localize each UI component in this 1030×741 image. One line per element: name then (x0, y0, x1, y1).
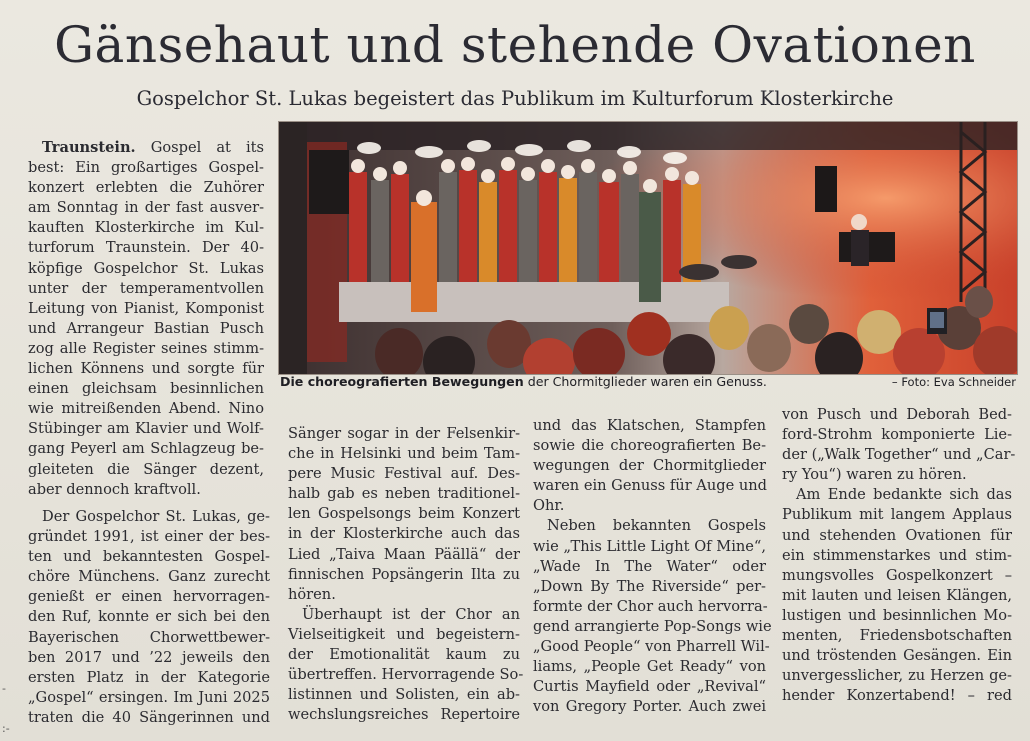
article-text-line: gang Peyerl am Schlagzeug be- (28, 440, 264, 458)
article-column-1 (28, 138, 264, 500)
article-text-line: wechslungsreiches Repertoire (288, 706, 520, 724)
photo-credit: – Foto: Eva Schneider (891, 375, 1016, 389)
photo-caption-text: der Chormitglieder waren ein Genuss. (523, 374, 767, 389)
article-text-line: gleiteten die Sänger dezent, (28, 460, 264, 478)
edge-mark: :- (2, 722, 10, 735)
article-text-line: von Gregory Porter. Auch zwei (533, 698, 766, 716)
article-text-line: mungsvolles Gospelkonzert – (782, 566, 1012, 584)
article-text-line: am Sonntag in der fast ausver- (28, 199, 264, 217)
article-text-line: „Gospel“ ersingen. Im Juni 2025 (28, 688, 270, 706)
article-text-line: Lied „Taiva Maan Päällä“ der (288, 545, 520, 563)
article-text-line: „Good People“ von Pharrell Wil- (533, 638, 770, 656)
article-text-line: ein stimmenstarkes und stim- (782, 546, 1012, 564)
article-text-line: den Ruf, konnte er sich bei den (28, 608, 270, 626)
article-text-line: und das Klatschen, Stampfen (533, 417, 766, 434)
article-text-line: sowie die choreografierten Be- (533, 437, 766, 455)
article-text-line: finnischen Popsängerin Ilta zu (288, 565, 520, 583)
subheadline: Gospelchor St. Lukas begeistert das Publikum im Kulturforum Klosterkirche (136, 87, 894, 110)
article-text-line: Publikum mit langem Applaus (782, 506, 1012, 524)
article-text-line: mit lauten und leisen Klängen, (782, 586, 1012, 604)
headline: Gänsehaut und stehende Ovationen (54, 16, 976, 74)
article-text-line: wie „This Little Light Of Mine“, (533, 537, 766, 555)
article-text-line: genießt er einen hervorragen- (28, 588, 270, 606)
article-text-line: best: Ein großartiges Gospel- (28, 159, 264, 177)
article-text-line: Vielseitigkeit und begeistern- (288, 625, 520, 643)
article-text-line: Bayerischen Chorwettbewer- (28, 628, 270, 646)
article-text-line: menten, Friedensbotschaften (782, 627, 1012, 645)
article-column-3 (533, 416, 772, 717)
article-text-line: lichen Könnens und sorgte für (28, 360, 264, 378)
article-text-line: waren ein Genuss für Auge und (533, 477, 768, 495)
article-text-line: Leitung von Pianist, Komponist (28, 299, 264, 317)
article-text-line: Curtis Mayfield oder „Revival“ (533, 678, 766, 696)
article-column-4 (782, 405, 1016, 706)
dateline: Traunstein. (42, 139, 136, 156)
article-text-line: Sänger sogar in der Felsenkir- (288, 425, 520, 442)
article-text-line: in der Klosterkirche auch das (288, 525, 520, 543)
article-column-1-lower (28, 507, 270, 728)
article-text-line: und stehenden Ovationen für (782, 526, 1012, 544)
article-text-line (28, 138, 264, 158)
article-text-line: ten und bekanntesten Gospel- (28, 548, 270, 566)
article-text-line: ben 2017 und ’22 jeweils den (28, 648, 270, 666)
article-text-line: „Down By The Riverside“ per- (533, 577, 766, 595)
article-text-line: unvergesslicher, zu Herzen ge- (782, 667, 1012, 685)
article-text-line-rest: Gospel at its (150, 139, 264, 156)
article-text-line: ford-Strohm komponierte Lie- (782, 426, 1012, 444)
article-text-line: köpfige Gospelchor St. Lukas (28, 259, 264, 277)
article-text-line: listinnen und Solisten, ein ab- (288, 686, 520, 704)
article-text-line: übertreffen. Hervorragende So- (288, 666, 524, 684)
article-text-line: ry You“) waren zu hören. (782, 466, 967, 484)
article-text-line: halb gab es neben traditionel- (288, 485, 520, 503)
edge-mark: - (2, 682, 6, 695)
article-text-line: der („Walk Together“ und „Car- (782, 446, 1016, 464)
article-text-line: wie mitreißenden Abend. Nino (28, 400, 264, 418)
article-text-line: pere Music Festival auf. Des- (288, 465, 520, 483)
article-text-line: zog alle Register seines stimm- (28, 339, 264, 357)
photo-caption-bold: Die choreografierten Bewegungen (280, 374, 524, 389)
article-text-line: wegungen der Chormitglieder (533, 457, 766, 475)
article-text-line: turforum Traunstein. Der 40- (28, 239, 264, 257)
article-text-line: Neben bekannten Gospels (547, 517, 766, 535)
article-text-line: hender Konzertabend! – red (782, 687, 1012, 705)
article-text-line: chöre Münchens. Ganz zurecht (28, 568, 270, 586)
article-text-line: traten die 40 Sängerinnen und (28, 708, 270, 726)
article-text-line: Der Gospelchor St. Lukas, ge- (42, 508, 270, 525)
article-column-2 (288, 424, 524, 725)
article-text-line: einen gleichsam besinnlichen (28, 380, 264, 398)
article-text-line: Ohr. (533, 497, 565, 515)
article-text-line: formte der Chor auch hervorra- (533, 597, 768, 615)
article-text-line: len Gospelsongs beim Konzert (288, 505, 520, 523)
article-text-line: konzert erlebten die Zuhörer (28, 179, 264, 197)
article-text-line: von Pusch und Deborah Bed- (782, 406, 1012, 423)
article-text-line: lustigen und besinnlichen Mo- (782, 606, 1012, 624)
article-text-line: „Wade In The Water“ oder (533, 557, 766, 575)
article-text-line: gend arrangierte Pop-Songs wie (533, 617, 772, 635)
article-text-line: aber dennoch kraftvoll. (28, 480, 201, 498)
article-text-line: gründet 1991, ist einer der bes- (28, 528, 270, 546)
article-text-line: und Arrangeur Bastian Pusch (28, 319, 264, 337)
article-text-line: liams, „People Get Ready“ von (533, 658, 766, 676)
article-text-line: kauften Klosterkirche im Kul- (28, 219, 264, 237)
concert-photo (278, 121, 1018, 375)
article-text-line: der Emotionalität kaum zu (288, 646, 520, 664)
article-text-line: Stübinger am Klavier und Wolf- (28, 420, 264, 438)
article-text-line: che in Helsinki und beim Tam- (288, 445, 520, 463)
article-text-line: hören. (288, 585, 336, 603)
article-text-line: Am Ende bedankte sich das (796, 486, 1012, 504)
article-text-line: und tröstenden Gesängen. Ein (782, 647, 1012, 665)
article-text-line: Überhaupt ist der Chor an (302, 605, 520, 623)
article-text-line: unter der temperamentvollen (28, 279, 264, 297)
article-text-line: ersten Platz in der Kategorie (28, 668, 270, 686)
